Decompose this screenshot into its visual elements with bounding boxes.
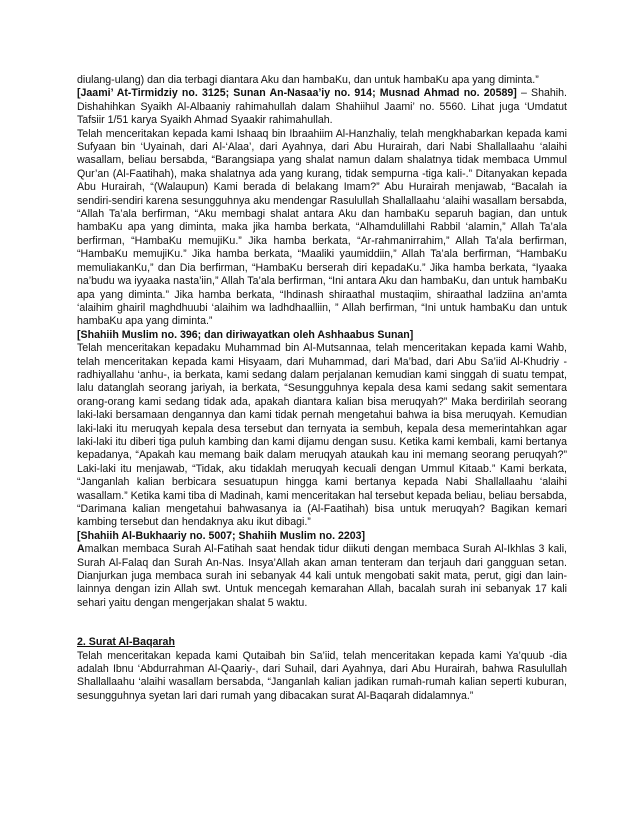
- practice-text: malkan membaca Surah Al-Fatihah saat hendak tidur diikuti dengan membaca Surah Al-Ikhlas 3 kali, Surah Al-Falaq dan Surah An-Nas. Insya’Allah akan aman tenteram dan terjauh dari gangguan setan. Dianjurkan juga membaca surah ini sebanyak 44 kali untuk mengobati sakit mata, perut, gigi dan lain-lainnya dengan izin Allah swt. Untuk mencegah kemarahan Allah, bacalah surah ini sebanyak 17 kali sehari yaitu dengan mengerjakan shalat 5 waktu.: [77, 543, 567, 609]
- reference-muslim: [Shahiih Muslim no. 396; dan diriwayatkan oleh Ashhaabus Sunan]: [77, 328, 414, 341]
- section-heading-al-baqarah: 2. Surat Al-Baqarah: [77, 636, 175, 649]
- practice-paragraph: [77, 543, 567, 610]
- reference-note: – Shahih. Dishahihkan Syaikh Al-Albaaniy rahimahullah dalam Shahiihul Jaami’ no. 5560. Lihat juga ‘Umdatut Tafsiir 1/51 karya Syaikh Ahmad Syaakir rahimahullah.: [77, 87, 567, 127]
- reference-tirmidziy: [77, 87, 567, 127]
- hadith-bukhari-paragraph: Telah menceritakan kepadaku Muhammad bin Al-Mutsannaa, telah menceritakan kepada kami Wahb, telah menceritakan kepada kami Hisyaam, dari Muhammad, dari Ma’bad, dari Abu Sa’iid Al-Khudriy -radhiyallahu ‘anhu-, ia berkata, kami sedang dalam perjalanan kemudian kami singgah di suatu tempat, lalu datanglah seorang jariyah, ia berkata, “Sesungguhnya kepala desa kami sedang sakit sementara orang-orang kami sedang tidak ada, apakah diantara kalian bisa meruqyah?” Maka berdirilah seorang laki-laki bersamaan dengannya dan kami tidak pernah mengetahui bahwa ia bisa meruqyah. Kemudian laki-laki itu meruqyah kepala desa tersebut dan ternyata ia sembuh, kepala desa memerintahkan agar laki-laki itu diberi tiga puluh kambing dan kami dijamu dengan susu. Ketika kami kembali, kami bertanya kepadanya, “Apakah kau memang baik dalam meruqyah ataukah kau ini memang seorang peruqyah?” Laki-laki itu menjawab, “Tidak, aku tidaklah meruqyah kecuali dengan Ummul Kitaab.” Kami berkata, “Janganlah kalian berbicara sesuatupun hingga kami bertanya kepada Nabi Shallallaahu ‘alaihi wasallam.” Ketika kami tiba di Madinah, kami menceritakan hal tersebut kepada beliau, beliau bersabda, “Darimana kalian mengetahui bahwasanya ia (Al-Faatihah) bisa untuk meruqyah? Bagikan kemari kambing tersebut dan hendaknya aku ikut dibagi.”: [77, 342, 567, 529]
- reference-bukhari: [Shahiih Al-Bukhaariy no. 5007; Shahiih Muslim no. 2203]: [77, 529, 366, 542]
- document-page: [77, 74, 567, 703]
- hadith-muslim-paragraph: Telah menceritakan kepada kami Ishaaq bin Ibraahiim Al-Hanzhaliy, telah mengkhabarkan kepada kami Sufyaan bin ‘Uyainah, dari Al-‘Alaa’, dari Ayahnya, dari Abu Hurairah, dari Nabi Shallallaahu ‘alaihi wasallam, beliau bersabda, “Barangsiapa yang shalat namun dalam shalatnya tidak membaca Ummul Qur’an (Al-Faatihah), maka shalatnya ada yang kurang, tidak sempurna -tiga kali-.” Ditanyakan kepada Abu Hurairah, “(Walaupun) Kami berada di belakang Imam?” Abu Hurairah menjawab, “Bacalah ia sendiri-sendiri karena sesungguhnya aku mendengar Rasulullah Shallallaahu ‘alaihi wasallam bersabda, “Allah Ta’ala berfirman, “Aku membagi shalat antara Aku dan hambaKu separuh bagian, dan untuk hambaKu apa yang diminta, maka jika hamba berkata, “Alhamdulillahi Rabbil ‘alamin,” Allah Ta’ala berfirman, “HambaKu memujiKu.” Jika hamba berkata, “Ar-rahmanirrahim,” Allah Ta’ala berfirman, “HambaKu memujiKu.” Jika hamba berkata, “Maaliki yaumiddiin,” Allah Ta’ala berfirman, “HambaKu memuliakanKu,” dan Dia berfirman, “HambaKu berserah diri kepadaKu.” Jika hamba berkata, “Iyaaka na’budu wa iyyaaka nasta’iin,” Allah Ta’ala berfirman, “Ini antara Aku dan hambaKu, dan untuk hambaKu apa yang diminta.” Jika hamba berkata, “Ihdinash shiraathal mustaqiim, shiraathal ladziina an’amta ‘alaihim ghairil maghdhuubi ‘alaihim wa ladhdhaalliin, ” Allah berfirman, “Ini untuk hambaKu dan untuk hambaKu apa yang diminta.”: [77, 127, 567, 328]
- al-baqarah-paragraph: Telah menceritakan kepada kami Qutaibah bin Sa’iid, telah menceritakan kepada kami Ya’quub -dia adalah Ibnu ‘Abdurrahman Al-Qaariy-, dari Suhail, dari Ayahnya, dari Abu Hurairah, bahwa Rasulullah Shallallaahu ‘alaihi wasallam bersabda, “Janganlah kalian jadikan rumah-rumah kalian seperti kuburan, sesungguhnya syetan lari dari rumah yang dibacakan surat Al-Baqarah didalamnya.”: [77, 649, 567, 702]
- paragraph-continuation: diulang-ulang) dan dia terbagi diantara Aku dan hambaKu, dan untuk hambaKu apa yang diminta.”: [77, 74, 539, 86]
- drop-letter: A: [77, 543, 85, 556]
- reference-citation: [Jaami’ At-Tirmidziy no. 3125; Sunan An-Nasaa’iy no. 914; Musnad Ahmad no. 20589]: [77, 87, 517, 100]
